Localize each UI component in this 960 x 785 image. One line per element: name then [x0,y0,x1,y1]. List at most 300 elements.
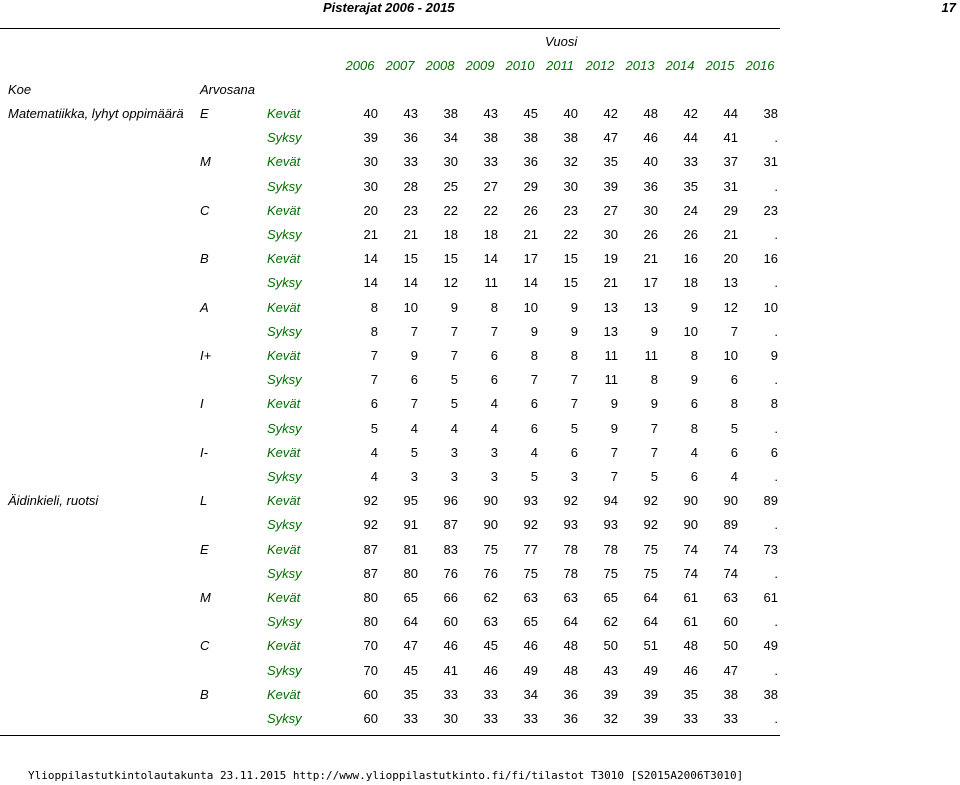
value-cell: . [774,517,778,533]
table-row [0,179,960,195]
value-cell: 9 [610,396,618,412]
value-cell: 38 [483,130,498,146]
term-cell: Kevät [267,251,301,267]
value-cell: 4 [450,420,458,436]
value-cell: 4 [730,469,738,484]
value-cell: 9 [690,372,698,388]
table-row [0,638,960,654]
grade-cell: B [200,686,209,702]
value-cell: 33 [443,686,458,702]
value-cell: 40 [643,154,658,170]
value-cell: 87 [443,517,458,533]
value-cell: 60 [723,614,738,630]
year-header-0: 2006 [345,58,375,73]
value-cell: 36 [563,711,578,726]
value-cell: 94 [603,493,618,509]
grade-cell: C [200,202,210,218]
term-cell: Syksy [267,565,302,581]
year-header-9: 2015 [705,58,735,73]
table-row [0,227,960,243]
grade-cell: E [200,541,209,557]
value-cell: 33 [723,711,738,726]
term-cell: Kevät [267,541,301,557]
value-cell: 62 [483,590,498,605]
table-row [0,396,960,412]
value-cell: 36 [563,686,578,702]
value-cell: 46 [643,130,658,146]
koe-cell: Matematiikka, lyhyt oppimäärä [8,106,184,121]
value-cell: 30 [643,202,658,218]
value-cell: 23 [763,202,778,218]
value-cell: 89 [723,517,738,533]
value-cell: . [774,420,778,436]
value-cell: 38 [763,686,778,702]
value-cell: 11 [604,348,618,363]
value-cell: 21 [643,251,658,267]
table-row [0,711,960,727]
value-cell: 33 [683,711,698,726]
value-cell: 6 [490,348,498,363]
value-cell: 10 [683,323,698,339]
term-cell: Syksy [267,323,302,339]
value-cell: 90 [683,493,698,509]
value-cell: 50 [723,638,738,654]
table-row [0,324,960,340]
value-cell: 10 [763,299,778,315]
year-header-2: 2008 [425,58,455,73]
value-cell: 8 [690,420,698,436]
table-row [0,445,960,461]
value-cell: 3 [490,469,498,484]
value-cell: 45 [483,638,498,654]
value-cell: 7 [410,396,418,412]
value-cell: 64 [403,614,418,630]
table-row [0,542,960,558]
value-cell: 26 [643,227,658,242]
value-cell: 61 [763,590,778,605]
term-cell: Kevät [267,444,301,460]
value-cell: 34 [523,686,538,702]
term-cell: Syksy [267,469,302,484]
value-cell: . [774,614,778,630]
value-cell: 21 [603,275,618,291]
value-cell: 63 [523,590,538,605]
value-cell: 9 [530,323,538,339]
value-cell: 7 [650,420,658,436]
value-cell: 33 [403,154,418,170]
value-cell: 80 [363,614,378,630]
term-cell: Kevät [267,154,301,170]
value-cell: 8 [730,396,738,412]
value-cell: 70 [363,638,378,654]
value-cell: 7 [730,323,738,339]
value-cell: 5 [530,469,538,484]
value-cell: 48 [643,106,658,121]
value-cell: 39 [363,130,378,146]
value-cell: 33 [523,711,538,726]
value-cell: 15 [443,251,458,267]
value-cell: 40 [363,106,378,121]
year-header-5: 2011 [546,58,574,73]
value-cell: 39 [603,686,618,702]
value-cell: 9 [570,323,578,339]
value-cell: 90 [683,517,698,533]
term-cell: Kevät [267,638,301,654]
value-cell: 92 [643,493,658,509]
value-cell: 87 [363,565,378,581]
value-cell: 33 [483,711,498,726]
value-cell: 6 [730,444,738,460]
value-cell: 4 [370,444,378,460]
value-cell: 8 [770,396,778,412]
term-cell: Syksy [267,614,302,630]
value-cell: 78 [563,565,578,581]
value-cell: 64 [643,614,658,630]
value-cell: 33 [483,154,498,170]
footer-source: Ylioppilastutkintolautakunta 23.11.2015 http://www.ylioppilastutkinto.fi/fi/tilastot T3010 [S2015A2006T3010] [28,769,744,782]
value-cell: 92 [523,517,538,533]
value-cell: 7 [530,372,538,388]
term-cell: Kevät [267,299,301,315]
value-cell: 9 [650,396,658,412]
term-cell: Syksy [267,227,302,242]
value-cell: 93 [523,493,538,509]
value-cell: 74 [723,541,738,557]
table-row [0,251,960,267]
value-cell: 43 [403,106,418,121]
value-cell: 83 [443,541,458,557]
value-cell: 9 [650,323,658,339]
document-title: Pisterajat 2006 - 2015 [323,0,455,15]
value-cell: 36 [403,130,418,146]
value-cell: 44 [683,130,698,146]
value-cell: 11 [604,372,618,388]
value-cell: 8 [370,323,378,339]
value-cell: 33 [683,154,698,170]
table-row [0,106,960,122]
value-cell: 3 [450,469,458,484]
value-cell: 10 [723,348,738,363]
value-cell: 64 [643,590,658,605]
term-cell: Syksy [267,178,302,194]
value-cell: 32 [603,711,618,726]
value-cell: 9 [690,299,698,315]
grade-cell: C [200,638,210,654]
value-cell: 46 [483,662,498,678]
value-cell: 29 [523,178,538,194]
value-cell: 48 [683,638,698,654]
table-row [0,614,960,630]
grade-cell: L [200,493,208,509]
value-cell: . [774,711,778,726]
value-cell: 48 [563,662,578,678]
value-cell: 4 [410,420,418,436]
term-cell: Kevät [267,348,301,363]
value-cell: 45 [523,106,538,121]
value-cell: 48 [563,638,578,654]
value-cell: 11 [644,348,658,363]
value-cell: 30 [363,178,378,194]
value-cell: 23 [563,202,578,218]
bottom-rule [0,735,780,736]
value-cell: . [774,178,778,194]
term-cell: Kevät [267,202,301,218]
table-row [0,469,960,485]
value-cell: 60 [443,614,458,630]
term-cell: Kevät [267,493,301,509]
value-cell: 41 [723,130,738,146]
value-cell: 43 [603,662,618,678]
value-cell: 5 [650,469,658,484]
value-cell: 50 [603,638,618,654]
table-row [0,203,960,219]
value-cell: 30 [363,154,378,170]
year-header-6: 2012 [585,58,615,73]
value-cell: 7 [450,323,458,339]
value-cell: 8 [490,299,498,315]
table-row [0,517,960,533]
value-cell: . [774,323,778,339]
value-cell: 35 [683,686,698,702]
value-cell: 4 [490,420,498,436]
term-cell: Syksy [267,517,302,533]
value-cell: 62 [603,614,618,630]
grade-cell: E [200,106,209,121]
term-cell: Kevät [267,686,301,702]
value-cell: 75 [643,565,658,581]
value-cell: 16 [763,251,778,267]
value-cell: 22 [563,227,578,242]
value-cell: 37 [723,154,738,170]
value-cell: 47 [723,662,738,678]
value-cell: 30 [443,154,458,170]
value-cell: 76 [443,565,458,581]
value-cell: 30 [443,711,458,726]
value-cell: 20 [363,202,378,218]
value-cell: 21 [403,227,418,242]
value-cell: 24 [683,202,698,218]
value-cell: 41 [443,662,458,678]
value-cell: 5 [570,420,578,436]
value-cell: 17 [523,251,538,267]
value-cell: 7 [570,396,578,412]
value-cell: 13 [723,275,738,291]
value-cell: 38 [443,106,458,121]
value-cell: 6 [570,444,578,460]
value-cell: 36 [523,154,538,170]
value-cell: 7 [610,444,618,460]
value-cell: 7 [450,348,458,363]
value-cell: 21 [363,227,378,242]
value-cell: 15 [563,275,578,291]
value-cell: 32 [563,154,578,170]
value-cell: 30 [603,227,618,242]
value-cell: 91 [403,517,418,533]
value-cell: 39 [643,686,658,702]
value-cell: 10 [403,299,418,315]
value-cell: 7 [410,323,418,339]
value-cell: 78 [603,541,618,557]
table-row [0,372,960,388]
term-cell: Kevät [267,396,301,412]
value-cell: 33 [483,686,498,702]
value-cell: 38 [523,130,538,146]
value-cell: 9 [770,348,778,363]
value-cell: 35 [403,686,418,702]
page-number: 17 [941,0,956,15]
term-cell: Kevät [267,590,301,605]
value-cell: 66 [443,590,458,605]
year-header-10: 2016 [745,58,775,73]
value-cell: 6 [730,372,738,388]
value-cell: 3 [570,469,578,484]
value-cell: 4 [690,444,698,460]
table-row [0,421,960,437]
value-cell: 5 [730,420,738,436]
table-row [0,154,960,170]
value-cell: 29 [723,202,738,218]
value-cell: 49 [763,638,778,654]
value-cell: 18 [483,227,498,242]
value-cell: 92 [363,517,378,533]
value-cell: 14 [483,251,498,267]
grade-cell: B [200,251,209,267]
value-cell: 31 [723,178,738,194]
term-cell: Syksy [267,130,302,146]
value-cell: . [774,565,778,581]
value-cell: 96 [443,493,458,509]
grade-cell: M [200,154,211,170]
value-cell: 6 [530,396,538,412]
grade-cell: I [200,396,204,412]
term-cell: Syksy [267,275,302,291]
value-cell: 6 [370,396,378,412]
table-row [0,566,960,582]
value-cell: 6 [410,372,418,388]
value-cell: 63 [723,590,738,605]
value-cell: 47 [403,638,418,654]
value-cell: 14 [403,275,418,291]
value-cell: 90 [483,517,498,533]
year-header-8: 2014 [665,58,695,73]
term-cell: Kevät [267,106,301,121]
value-cell: 3 [450,444,458,460]
table-row [0,348,960,364]
value-cell: 6 [490,372,498,388]
value-cell: 46 [683,662,698,678]
value-cell: 76 [483,565,498,581]
value-cell: 22 [443,202,458,218]
value-cell: . [774,130,778,146]
value-cell: 18 [443,227,458,242]
grade-cell: M [200,590,211,605]
year-header-3: 2009 [465,58,495,73]
value-cell: 8 [650,372,658,388]
value-cell: 63 [483,614,498,630]
value-cell: 35 [603,154,618,170]
value-cell: 4 [370,469,378,484]
value-cell: 75 [523,565,538,581]
value-cell: 61 [683,590,698,605]
value-cell: 35 [683,178,698,194]
value-cell: 13 [643,299,658,315]
value-cell: 7 [370,372,378,388]
value-cell: 8 [570,348,578,363]
value-cell: 93 [603,517,618,533]
value-cell: 14 [523,275,538,291]
value-cell: 28 [403,178,418,194]
year-header-7: 2013 [625,58,655,73]
value-cell: 92 [643,517,658,533]
term-cell: Syksy [267,711,302,726]
value-cell: 80 [403,565,418,581]
value-cell: 46 [523,638,538,654]
value-cell: 14 [363,275,378,291]
value-cell: 60 [363,711,378,726]
value-cell: 92 [363,493,378,509]
value-cell: 26 [683,227,698,242]
arvosana-column-header: Arvosana [200,82,255,97]
value-cell: 13 [603,323,618,339]
value-cell: 15 [563,251,578,267]
value-cell: 6 [530,420,538,436]
value-cell: 18 [683,275,698,291]
value-cell: 12 [723,299,738,315]
value-cell: 7 [370,348,378,363]
grade-cell: A [200,299,209,315]
value-cell: 39 [603,178,618,194]
value-cell: 7 [570,372,578,388]
value-cell: 65 [603,590,618,605]
value-cell: . [774,227,778,242]
value-cell: 74 [723,565,738,581]
value-cell: 49 [643,662,658,678]
value-cell: 5 [450,396,458,412]
value-cell: 26 [523,202,538,218]
value-cell: 4 [530,444,538,460]
value-cell: 42 [683,106,698,121]
table-row [0,300,960,316]
table-row [0,275,960,291]
value-cell: 27 [603,202,618,218]
value-cell: 74 [683,541,698,557]
value-cell: 15 [403,251,418,267]
value-cell: 23 [403,202,418,218]
value-cell: 64 [563,614,578,630]
value-cell: 92 [563,493,578,509]
value-cell: 14 [363,251,378,267]
value-cell: 8 [530,348,538,363]
value-cell: 7 [610,469,618,484]
table-row [0,590,960,606]
value-cell: 40 [563,106,578,121]
value-cell: 33 [403,711,418,726]
value-cell: 21 [523,227,538,242]
table-row [0,687,960,703]
value-cell: 8 [370,299,378,315]
table-row [0,493,960,509]
value-cell: . [774,662,778,678]
koe-column-header: Koe [8,82,32,97]
value-cell: 70 [363,662,378,678]
value-cell: 27 [483,178,498,194]
value-cell: 34 [443,130,458,146]
value-cell: 65 [403,590,418,605]
year-header-4: 2010 [505,58,535,73]
year-group-label: Vuosi [545,34,578,49]
value-cell: 75 [643,541,658,557]
value-cell: 43 [483,106,498,121]
